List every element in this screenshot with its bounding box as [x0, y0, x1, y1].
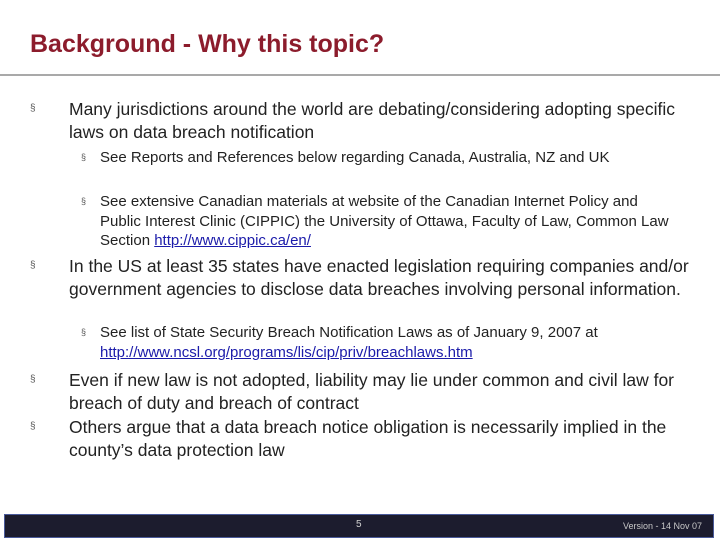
bullet-icon: §: [30, 421, 36, 432]
version-label: Version - 14 Nov 07: [622, 521, 702, 531]
bullet-1: Many jurisdictions around the world are debating/considering adopting specific laws on data breach notification: [69, 99, 676, 142]
bullet-3: Even if new law is not adopted, liability may lie under common and civil law for breach of duty and breach of contract: [69, 370, 675, 413]
bullet-1-sub-2-text: See extensive Canadian materials at website of the Canadian Internet Policy and Public Interest Clinic (CIPPIC) the University of Ottawa, Faculty of Law, Common Law Section: [100, 193, 669, 249]
bullet-icon: §: [81, 196, 87, 206]
bullet-2-sub-1-text: See list of State Security Breach Notification Laws as of January 9, 2007 at: [100, 324, 598, 341]
cippic-link[interactable]: http://www.cippic.ca/en/: [154, 232, 311, 249]
bullet-1-sub-1: See Reports and References below regarding Canada, Australia, NZ and UK: [100, 149, 610, 166]
bullet-2: In the US at least 35 states have enacted legislation requiring companies and/or government agencies to disclose data breaches involving personal information.: [69, 256, 689, 299]
bullet-1-sub-2: [100, 192, 680, 251]
bullet-icon: §: [30, 374, 36, 385]
bullet-icon: §: [30, 260, 36, 271]
bullet-icon: §: [81, 152, 87, 162]
ncsl-link[interactable]: http://www.ncsl.org/programs/lis/cip/priv/breachlaws.htm: [100, 343, 473, 361]
bullet-4: Others argue that a data breach notice obligation is necessarily implied in the county’s data protection law: [69, 417, 667, 460]
bullet-icon: §: [30, 103, 36, 114]
page-number: 5: [356, 519, 362, 530]
bullet-2-sub-1: [100, 323, 680, 362]
bullet-icon: §: [81, 327, 87, 337]
slide-title: Background - Why this topic?: [30, 30, 385, 58]
